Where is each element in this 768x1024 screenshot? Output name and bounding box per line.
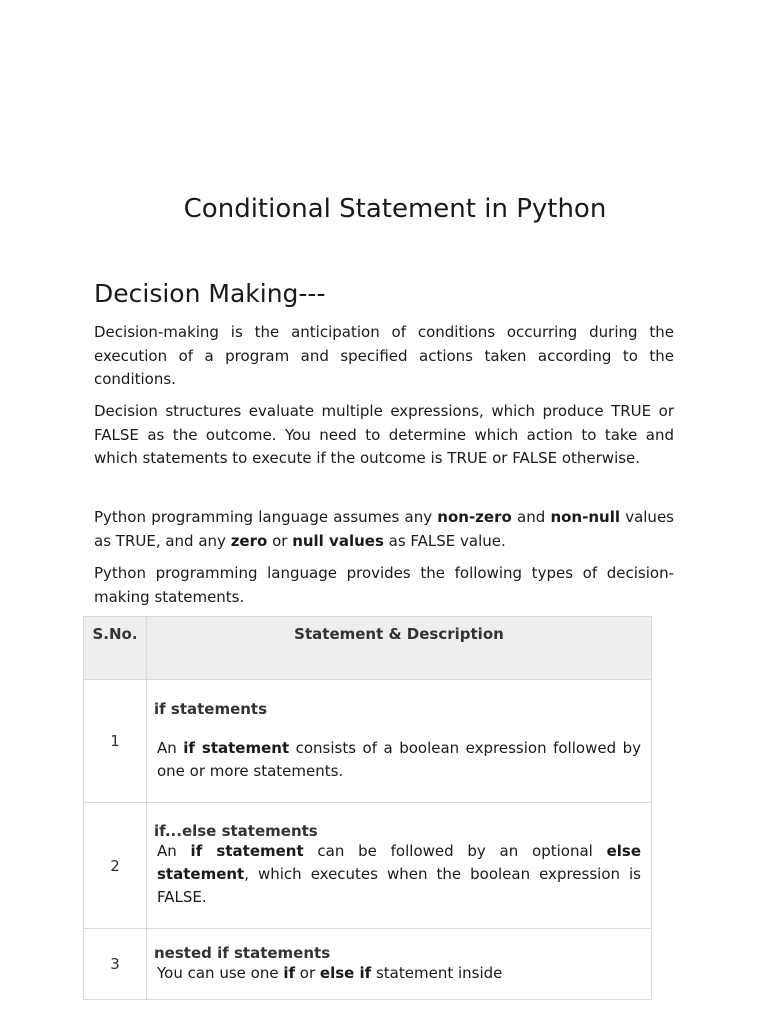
row-number: 2: [84, 803, 147, 929]
paragraph-types-intro: Python programming language provides the following types of decision-making statements.: [94, 564, 674, 606]
statement-text: [154, 840, 641, 909]
text: An: [157, 842, 191, 860]
row-number: 3: [84, 929, 147, 1000]
paragraph-decision-making: Decision-making is the anticipation of conditions occurring during the execution of a program and specified actions taken according to the conditions.: [94, 323, 674, 388]
statements-table: [83, 616, 652, 1000]
row-number: 1: [84, 680, 147, 803]
table-header-row: [84, 617, 652, 680]
text: consists of a boolean expression followed by one or more statements.: [157, 738, 641, 780]
statement-title: nested if statements: [154, 943, 331, 962]
row-description: [147, 929, 652, 1000]
text: Python programming language assumes any: [94, 508, 438, 526]
statement-title: if statements: [154, 699, 268, 718]
bold-text: if statement: [183, 738, 290, 757]
row-description: [147, 803, 652, 929]
text: values as TRUE, and any: [94, 508, 674, 550]
bold-text: null values: [292, 531, 384, 550]
bold-text: non-null: [550, 508, 620, 526]
text: can be followed by an optional: [303, 842, 607, 860]
statement-text: [154, 962, 641, 985]
statement-title: if...else statements: [154, 822, 318, 840]
header-description: Statement & Description: [147, 617, 652, 680]
text: You can use one: [157, 963, 284, 982]
section-heading: Decision Making---: [94, 279, 326, 308]
text: or: [267, 531, 293, 550]
text: , which executes when the boolean expression is FALSE.: [157, 865, 641, 906]
statement-text: [154, 737, 641, 783]
text: or: [295, 963, 320, 982]
table-row: [84, 680, 652, 803]
bold-text: if statement: [190, 842, 304, 860]
table-row: [84, 803, 652, 929]
row-description: [147, 680, 652, 803]
text: and: [511, 508, 551, 526]
text: An: [157, 738, 184, 757]
text: statement inside: [371, 963, 503, 982]
bold-text: else if: [319, 963, 372, 982]
bold-text: zero: [230, 531, 268, 550]
bold-text: else statement: [157, 842, 642, 883]
bold-text: non-zero: [437, 508, 512, 526]
table-row: [84, 929, 652, 1000]
paragraph-decision-structures: Decision structures evaluate multiple expressions, which produce TRUE or FALSE as the outcome. You need to determine which action to take and which statements to execute if the outcome is TRUE or FALSE otherwise.: [94, 402, 674, 467]
text: as FALSE value.: [383, 531, 506, 550]
header-sno: S.No.: [84, 617, 147, 680]
bold-text: if: [283, 963, 296, 982]
paragraph-true-false: [94, 506, 674, 553]
page-title: Conditional Statement in Python: [183, 194, 607, 224]
